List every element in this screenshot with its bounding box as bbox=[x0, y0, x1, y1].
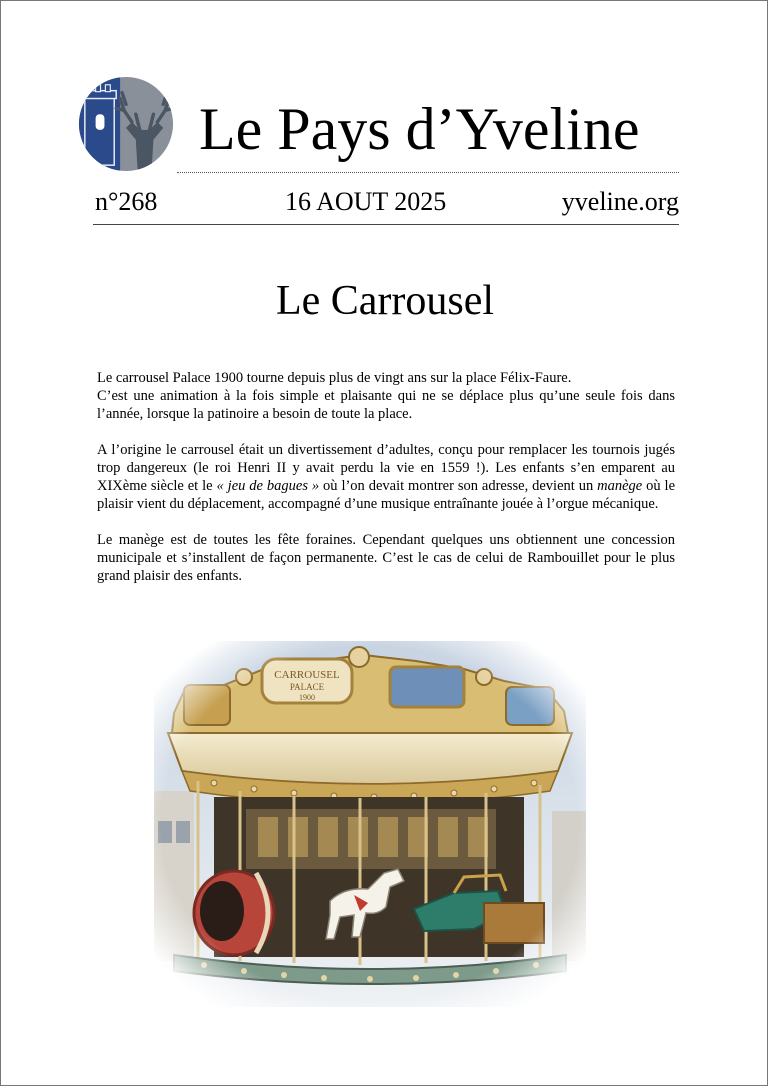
newsletter-title: Le Pays d’Yveline bbox=[199, 96, 640, 162]
header-divider bbox=[93, 224, 679, 225]
issue-info-row bbox=[95, 187, 679, 217]
title-divider bbox=[177, 172, 679, 173]
emphasis-jeu-de-bagues: « jeu de bagues » bbox=[216, 478, 320, 494]
paragraph-1-line-2: C’est une animation à la fois simple et plaisante qui ne se déplace plus qu’une seule fois dans l’année, lorsque la patinoire a besoin de toute la place. bbox=[97, 388, 675, 422]
paragraph-2 bbox=[97, 441, 675, 513]
issue-number: n°268 bbox=[95, 187, 158, 216]
paragraph-2-text-a: A l’origine le carrousel était un divertissement d’adultes, conçu pour remplacer les tournois jugés trop dangereux (le roi Henri II y avait perdu la vie en 1559 !). Les enfants s’en emparent au XIXème siècle et le bbox=[97, 442, 675, 494]
issue-date: 16 AOUT 2025 bbox=[285, 187, 447, 216]
article-title: Le Carrousel bbox=[275, 278, 495, 324]
paragraph-1 bbox=[97, 369, 675, 423]
paragraph-2-text-b: où l’on devait montrer son adresse, devient un bbox=[319, 478, 598, 494]
paragraph-2-text-c: où le plaisir vient du déplacement, accompagné d’une musique entraînante jouée à l’orgue mécanique. bbox=[97, 478, 676, 512]
paragraph-3: Le manège est de toutes les fête foraines. Cependant quelques uns obtiennent une concession municipale et s’installent de façon permanente. C’est le cas de celui de Rambouillet pour le plus grand plaisir des enfants. bbox=[97, 532, 675, 584]
website-link[interactable]: yveline.org bbox=[561, 187, 679, 216]
emphasis-manege: manège bbox=[597, 478, 643, 494]
article-body bbox=[97, 369, 675, 585]
carousel-photo bbox=[154, 641, 586, 1007]
paragraph-1-line-1: Le carrousel Palace 1900 tourne depuis plus de vingt ans sur la place Félix-Faure. bbox=[97, 370, 572, 386]
castle-tower-and-stag-head-icon bbox=[77, 75, 175, 173]
